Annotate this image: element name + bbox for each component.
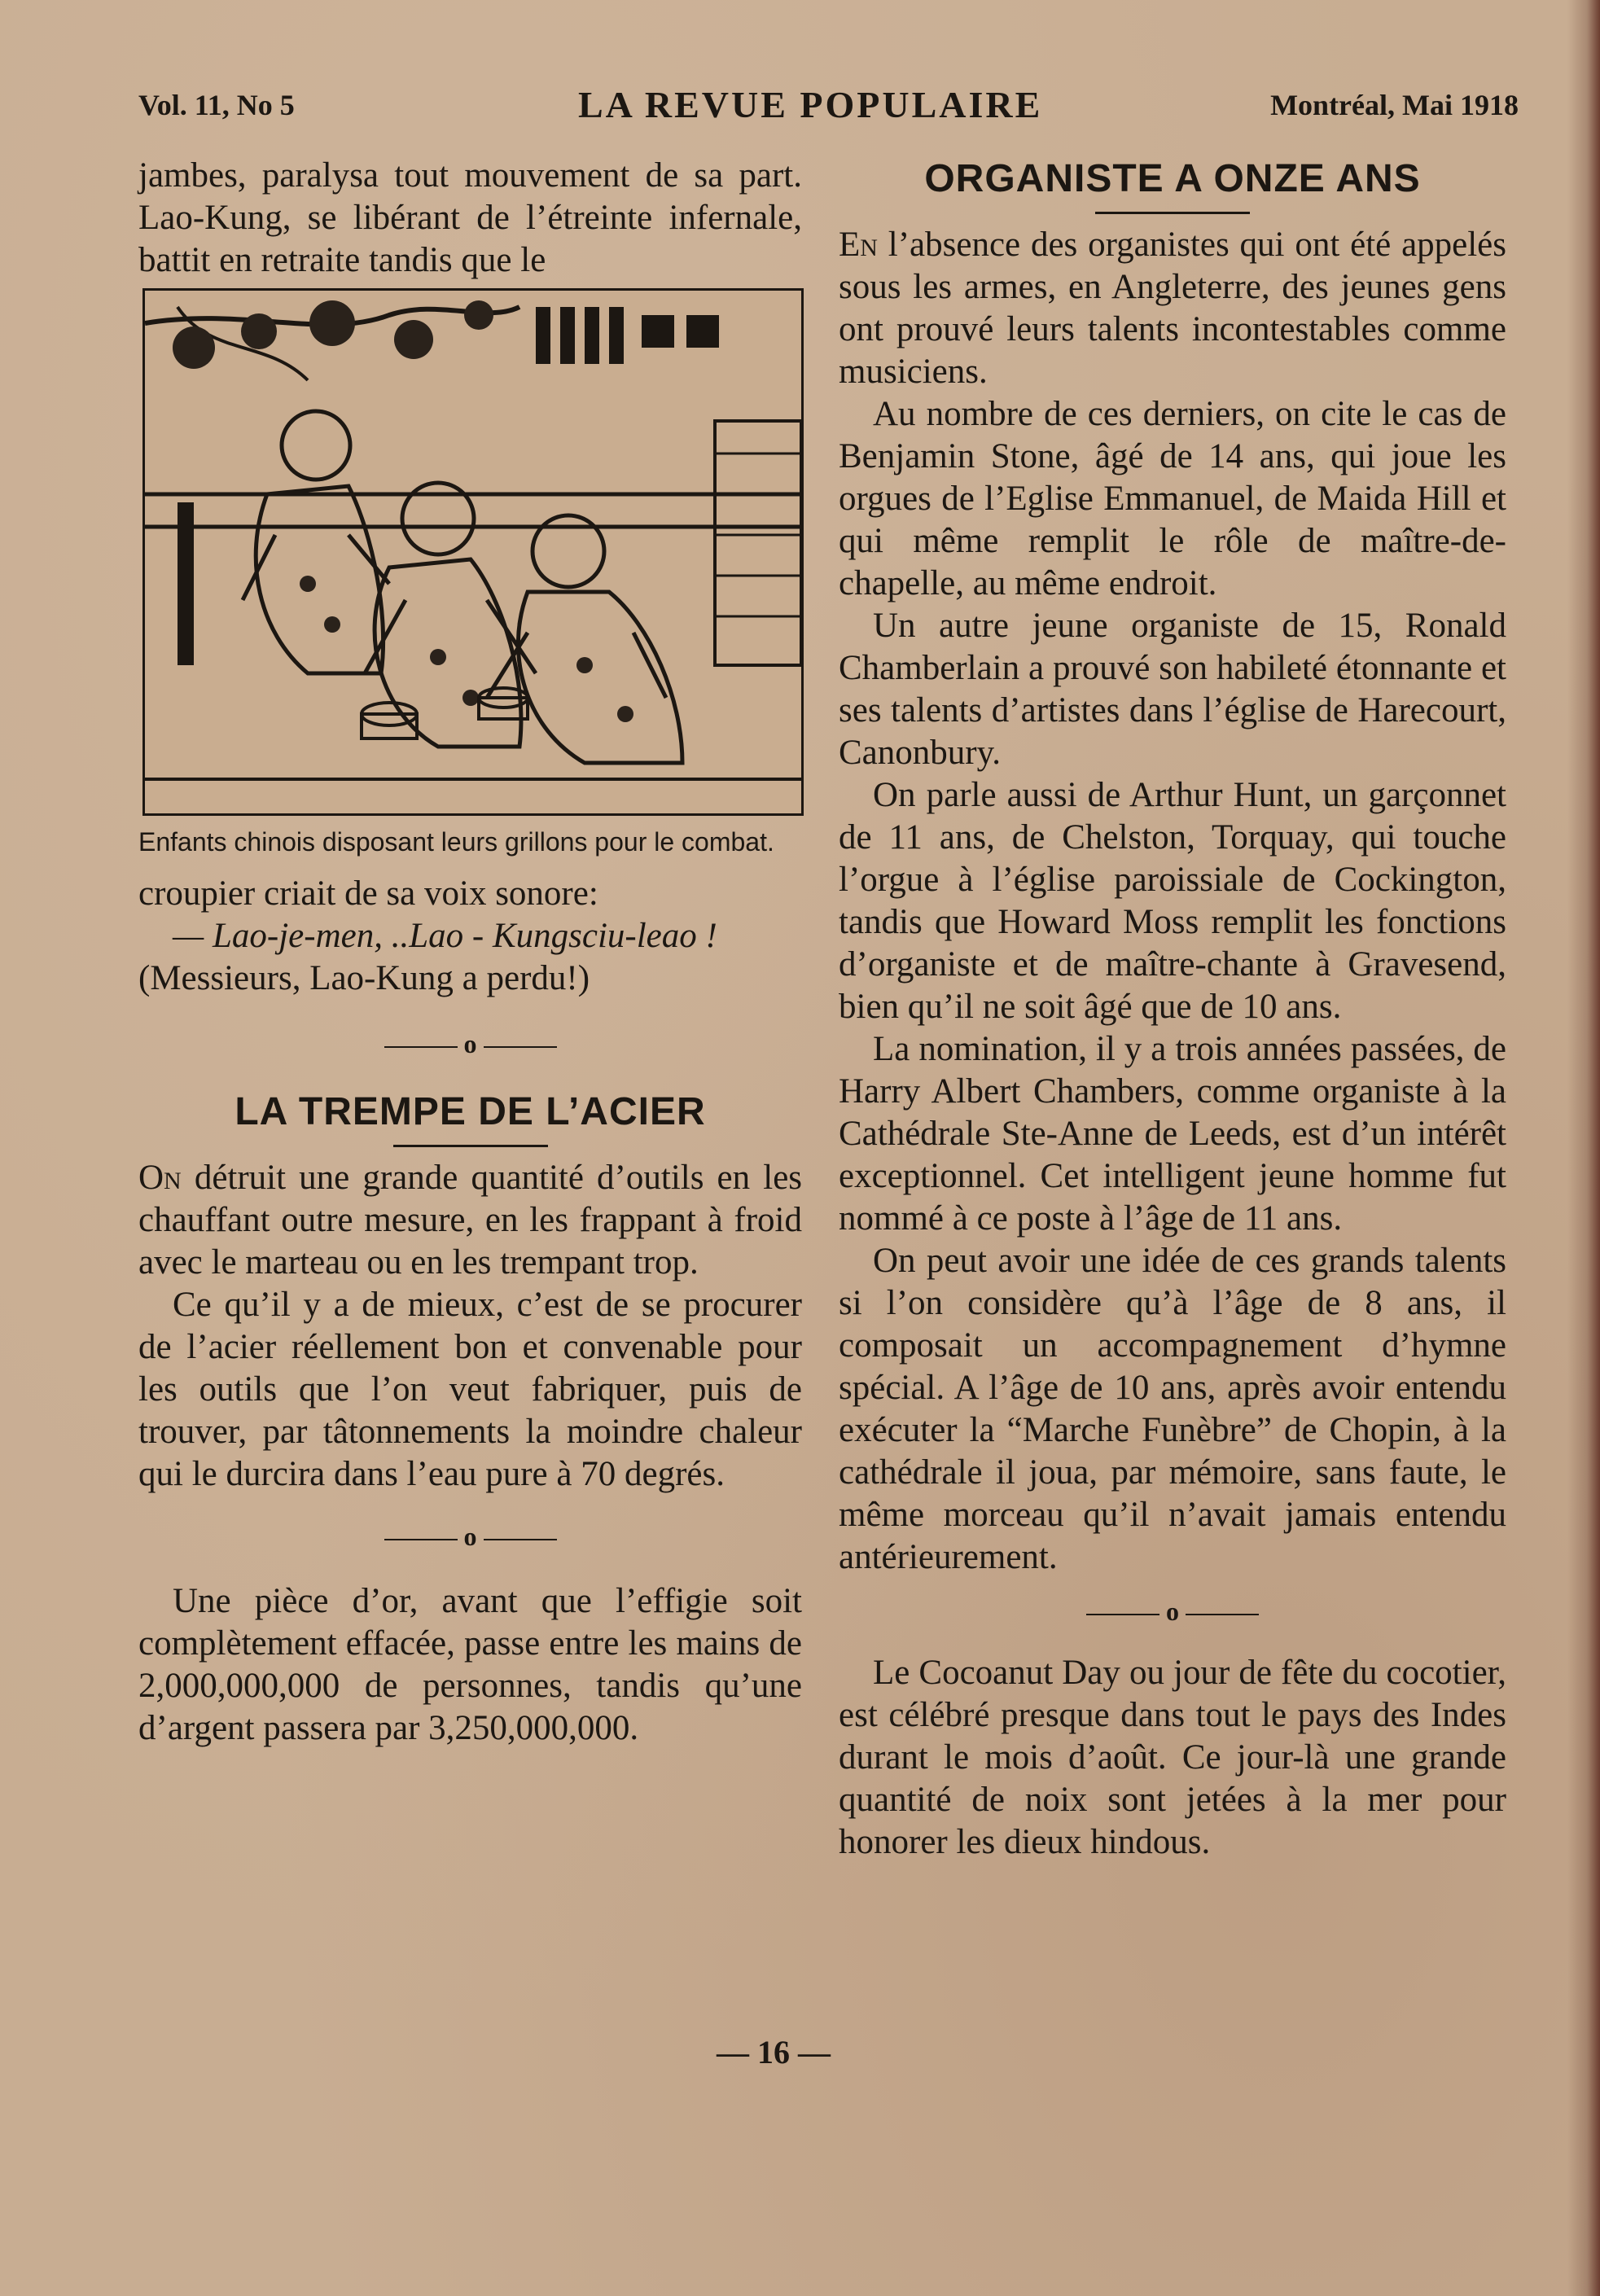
dropcap: On <box>138 1159 182 1197</box>
heading-rule <box>1095 212 1250 214</box>
acier-paragraph-2: Ce qu’il y a de mieux, c’est de se procurer de l’acier réellement bon et convenable pour les outils que l’on veut fabriquer, puis de trouver, par tâtonnements la moindre chaleur qui le durcira dans l’eau pure à 70 degrés. <box>138 1286 802 1493</box>
magazine-title: LA REVUE POPULAIRE <box>578 84 1043 125</box>
running-header <box>138 83 1519 132</box>
croupier-paragraph: croupier criait de sa voix sonore: <box>138 874 598 913</box>
organiste-paragraph-4: On parle aussi de Arthur Hunt, un garçonnet de 11 ans, de Chelston, Torquay, qui touche l’orgue à l’église paroissiale de Cockington, tandis que Howard Moss remplit les fonctions d’organiste et de maître-chante à Gravesend, bien qu’il ne soit âgé que de 10 ans. <box>839 776 1506 1026</box>
translation-line: (Messieurs, Lao-Kung a perdu!) <box>138 959 590 997</box>
organiste-paragraph-2: Au nombre de ces derniers, on cite le cas de Benjamin Stone, âgé de 14 ans, qui joue les orgues de l’Eglise Emmanuel, de Maida Hill et qui même remplit le rôle de maître-de-chapelle, au même endroit. <box>839 395 1506 602</box>
section-separator: o <box>138 1028 802 1060</box>
illustration-caption: Enfants chinois disposant leurs grillons pour le combat. <box>138 827 774 857</box>
page-spine-edge <box>1567 0 1600 2296</box>
chinese-children-crickets-illustration <box>145 291 801 813</box>
left-column <box>138 155 802 1750</box>
right-column <box>839 155 1506 1864</box>
volume-number: Vol. 11, No 5 <box>138 89 295 121</box>
organiste-paragraph-1: En l’absence des organistes qui ont été appelés sous les armes, en Angleterre, des jeunes gens ont prouvé leurs talents incontestables comme musiciens. <box>839 226 1507 391</box>
organiste-paragraph-6: On peut avoir une idée de ces grands talents si l’on considère qu’à l’âge de 8 ans, il composait un accompagnement d’hymne spécial. A l’âge de 10 ans, après avoir entendu exécuter la “Marche Funèbre” de Chopin, à la cathédrale il joua, par mémoire, sans faute, le même morceau qu’il n’avait jamais entendu antérieurement. <box>839 1242 1506 1576</box>
illustration-frame <box>142 288 804 816</box>
quote-line: — Lao-je-men, ..Lao - Kungsciu-leao ! <box>173 917 717 955</box>
continued-paragraph: jambes, paralysa tout mouvement de sa part. Lao-Kung, se libérant de l’étreinte infernale, battit en retraite tandis que le <box>138 156 802 279</box>
heading-rule <box>393 1145 548 1147</box>
acier-paragraph-1: On détruit une grande quantité d’outils en les chauffant outre mesure, en les frappant à froid avec le marteau ou en les trempant trop. <box>138 1159 803 1282</box>
organiste-paragraph-5: La nomination, il y a trois années passées, de Harry Albert Chambers, comme organiste à la Cathédrale Ste-Anne de Leeds, est d’un intérêt exceptionnel. Cet intelligent jeune homme fut nommé à ce poste à l’âge de 11 ans. <box>839 1030 1506 1238</box>
gold-coin-filler: Une pièce d’or, avant que l’effigie soit complètement effacée, passe entre les mains de 2,000,000,000 de personnes, tandis qu’une d’argent passera par 3,250,000,000. <box>138 1582 802 1747</box>
dropcap: En <box>839 226 878 264</box>
article-heading-acier: LA TREMPE DE L’ACIER <box>235 1090 706 1133</box>
issue-date: Montréal, Mai 1918 <box>1270 89 1519 121</box>
page-number: — 16 — <box>717 2034 831 2070</box>
article-heading-organiste: ORGANISTE A ONZE ANS <box>924 157 1421 200</box>
cocoanut-day-filler: Le Cocoanut Day ou jour de fête du cocotier, est célébré presque dans tout le pays des Indes durant le mois d’août. Ce jour-là une grande quantité de noix sont jetées à la mer pour honorer les dieux hindous. <box>839 1654 1506 1861</box>
section-separator: o <box>839 1595 1506 1628</box>
organiste-paragraph-3: Un autre jeune organiste de 15, Ronald Chamberlain a prouvé son habileté étonnante et ses talents d’artistes dans l’église de Harecourt, Canonbury. <box>839 607 1506 772</box>
section-separator: o <box>138 1520 802 1553</box>
